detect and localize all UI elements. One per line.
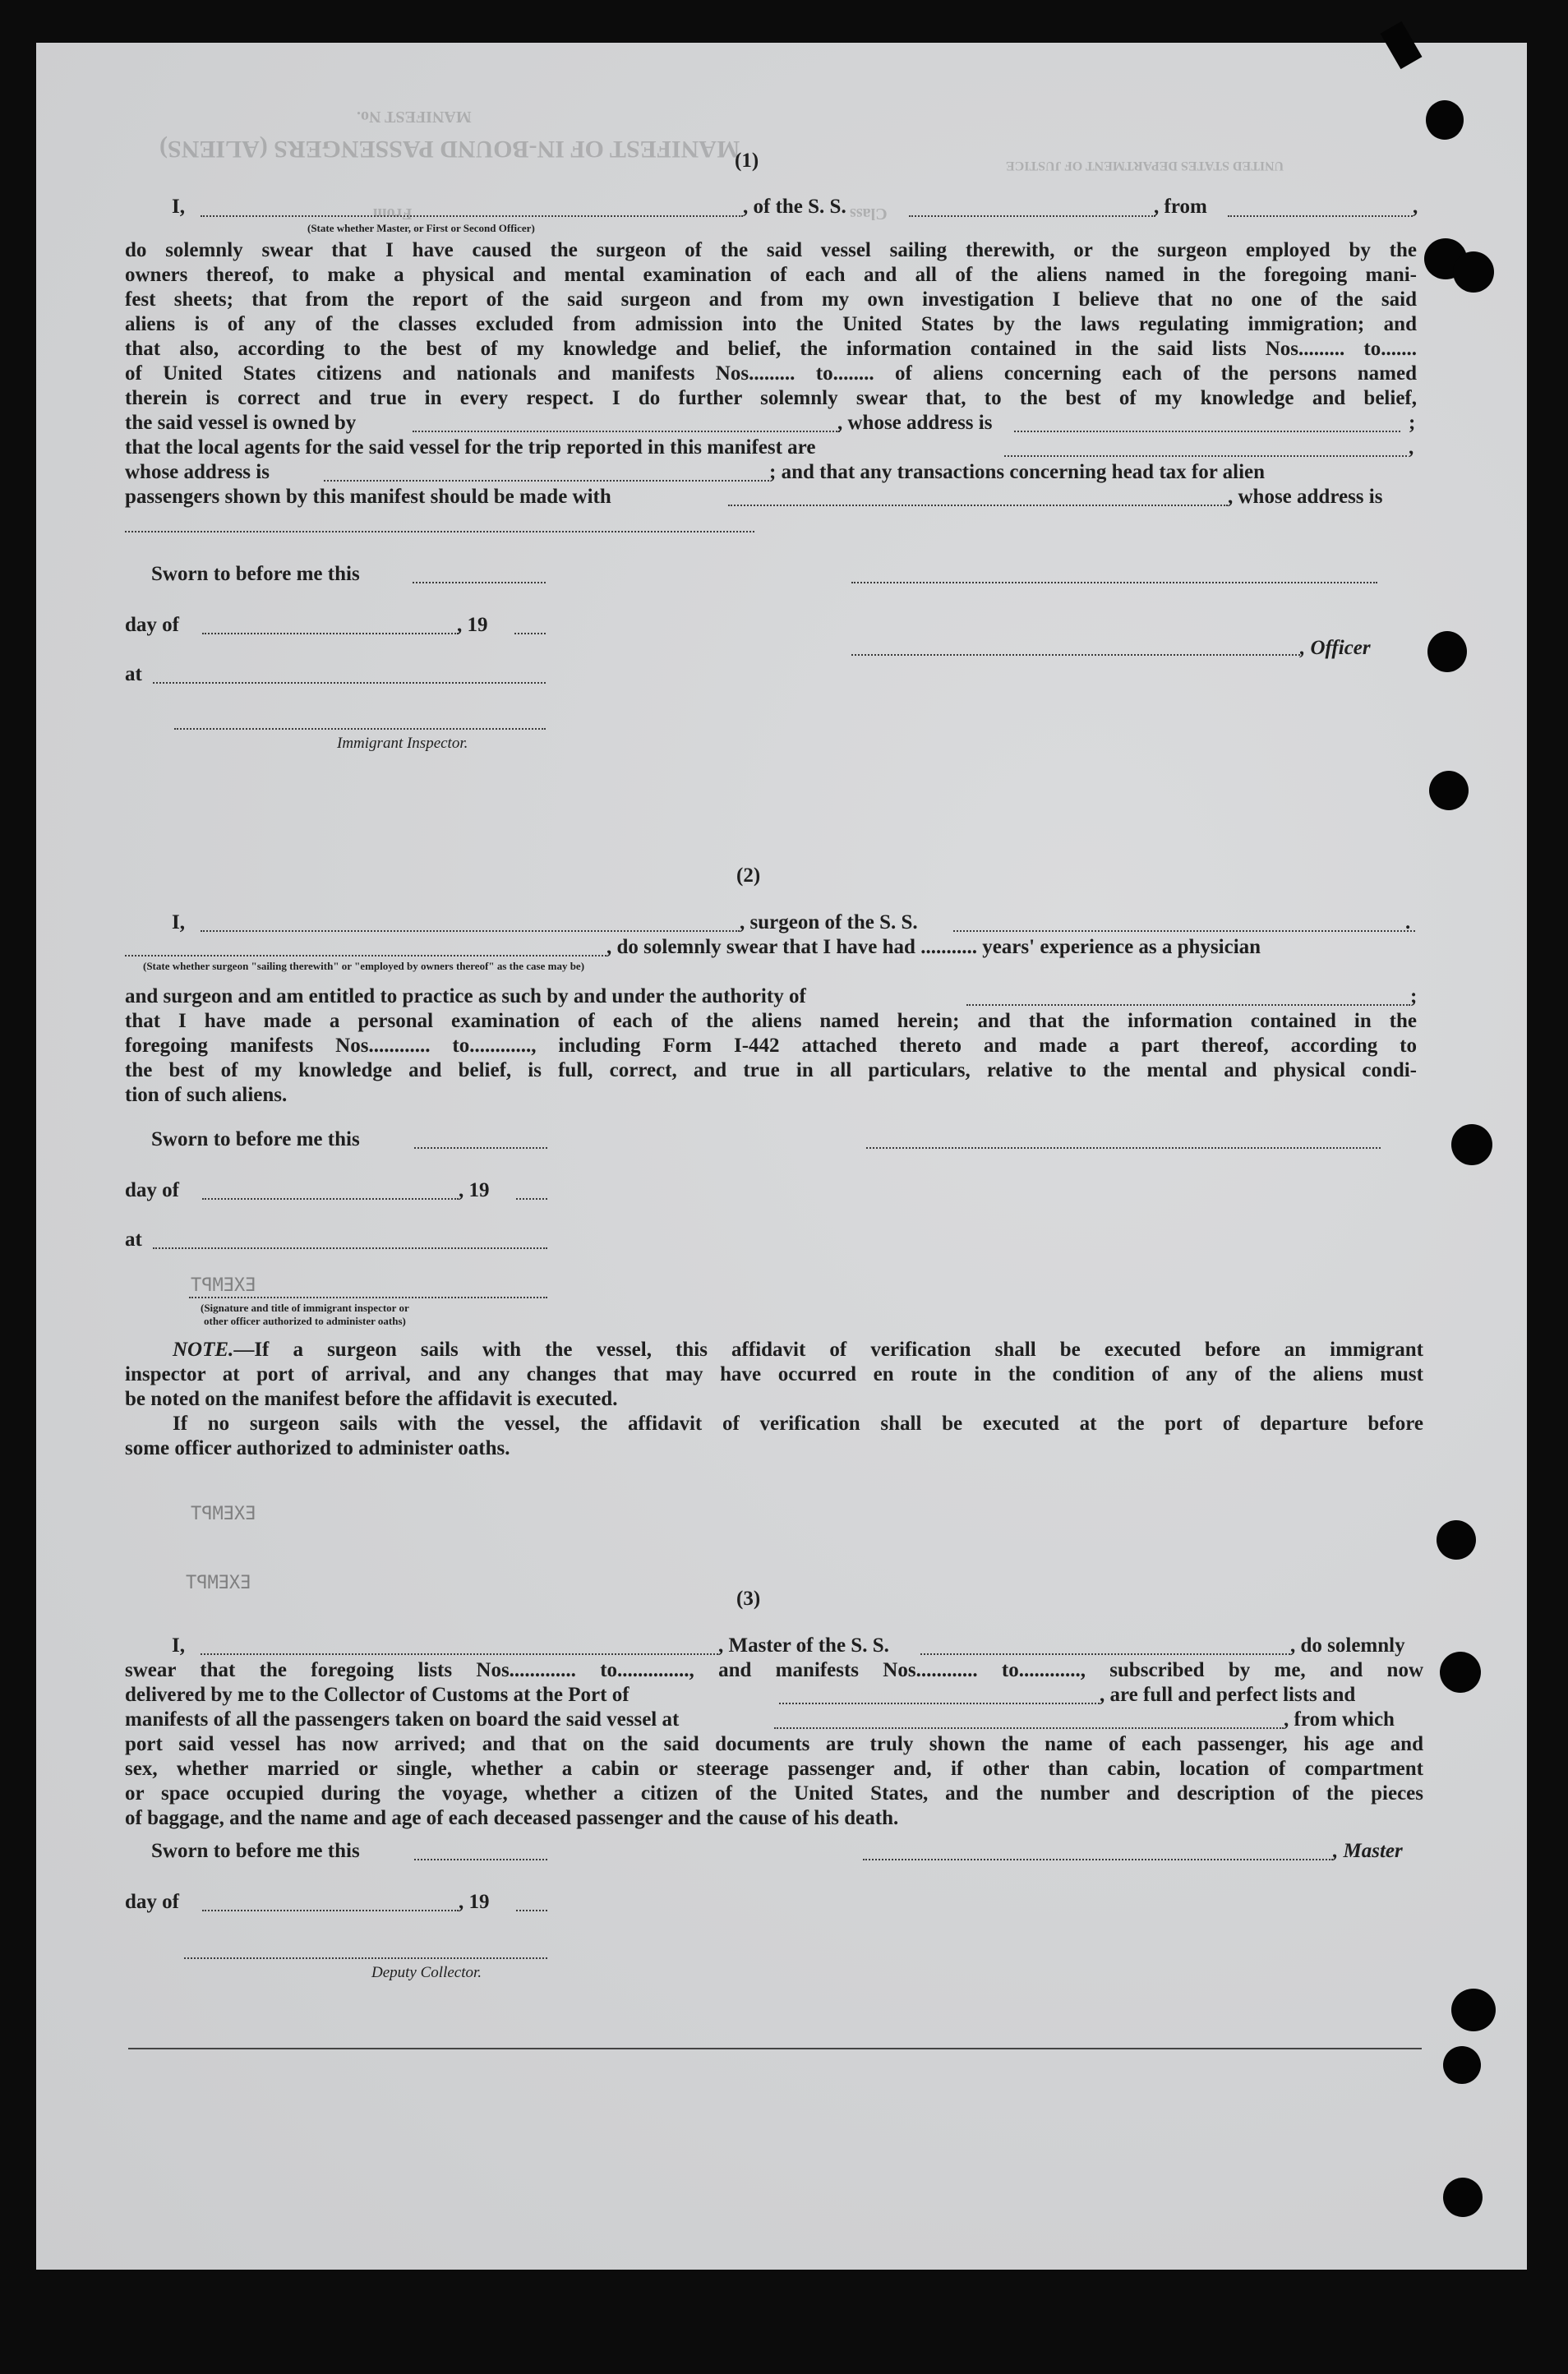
bleed-through-text: Class bbox=[850, 205, 888, 223]
bottom-rule bbox=[128, 2048, 1422, 2049]
s2-sworn: Sworn to before me this bbox=[151, 1128, 360, 1150]
s2-body-line: that I have made a personal examination of each of the aliens named herein; and that the information contained in the bbox=[125, 1010, 1417, 1032]
section-2-number: (2) bbox=[736, 864, 761, 887]
s3-master-name-field bbox=[201, 1653, 718, 1655]
s1-day-of: day of bbox=[125, 614, 179, 636]
s3-master-signature-line bbox=[863, 1859, 1333, 1860]
s2-authority: and surgeon and am entitled to practice as such by and under the authority of bbox=[125, 985, 806, 1007]
s1-officer-title-line bbox=[851, 654, 1300, 656]
s3-deputy-signature-line bbox=[184, 1957, 547, 1959]
s1-vessel-field bbox=[909, 215, 1155, 217]
s3-boarded-at: manifests of all the passengers taken on board the said vessel at bbox=[125, 1708, 680, 1731]
s1-body-line: owners thereof, to make a physical and mental examination of each and all of the aliens named in the foregoing mani- bbox=[125, 264, 1417, 286]
s3-deputy-label: Deputy Collector. bbox=[371, 1964, 482, 1981]
bleed-through-heading: MANIFEST OF IN-BOUND PASSENGERS (ALIENS) bbox=[159, 136, 740, 163]
s2-line-i: I, bbox=[172, 911, 185, 933]
s1-line-i: I, bbox=[172, 196, 185, 218]
bleed-through-text: UNITED STATES DEPARTMENT OF JUSTICE bbox=[1006, 159, 1284, 173]
s2-capacity-caption: (State whether surgeon "sailing therewith" or "employed by owners thereof" as the case may be) bbox=[143, 960, 585, 972]
s1-inspector-signature-line bbox=[174, 728, 546, 730]
s1-of-the-ss: , of the S. S. bbox=[743, 196, 846, 218]
s3-from-which: , from which bbox=[1284, 1708, 1395, 1731]
section-3-number: (3) bbox=[736, 1588, 761, 1610]
punch-hole bbox=[1426, 100, 1464, 140]
punch-hole bbox=[1429, 771, 1469, 810]
s3-exempt-stamp: EXEMPT bbox=[186, 1573, 251, 1593]
s1-agents-field bbox=[1004, 455, 1407, 457]
s3-year-field bbox=[516, 1910, 547, 1911]
s3-body-line: port said vessel has now arrived; and that on the said documents are truly shown the name of each passenger, his age and bbox=[125, 1733, 1423, 1755]
s1-owned-by-end: ; bbox=[1409, 412, 1416, 434]
s2-year-field bbox=[516, 1198, 547, 1200]
punch-hole bbox=[1440, 1652, 1481, 1693]
s3-boarded-at-field bbox=[774, 1727, 1284, 1729]
punch-hole bbox=[1443, 2046, 1481, 2084]
punch-hole bbox=[1427, 631, 1467, 672]
s1-head-tax-field bbox=[728, 505, 1228, 506]
s1-head-tax-address-field bbox=[125, 531, 754, 532]
s2-body-line: foregoing manifests Nos............ to............, including Form I-442 attached thereto and made a part thereof, according to bbox=[125, 1035, 1417, 1057]
s2-at: at bbox=[125, 1228, 142, 1251]
punch-hole bbox=[1451, 1989, 1496, 2031]
s1-owned-by: the said vessel is owned by bbox=[125, 412, 357, 434]
s2-authority-field bbox=[966, 1004, 1410, 1006]
s2-capacity-field bbox=[125, 955, 606, 957]
s1-at: at bbox=[125, 663, 142, 685]
s2-body-last: tion of such aliens. bbox=[125, 1084, 288, 1106]
s1-body-line: of United States citizens and nationals and manifests Nos......... to........ of aliens concerning each of the persons named bbox=[125, 362, 1417, 385]
s1-body-line: aliens is of any of the classes excluded from admission into the United States by the laws regulating immigration; and bbox=[125, 313, 1417, 335]
s1-head-tax-end: , whose address is bbox=[1228, 486, 1383, 508]
s3-lists-line: swear that the foregoing lists Nos............. to.............., and manifests Nos............ to............, subscribed by me, and now bbox=[125, 1659, 1423, 1681]
s2-vessel-field bbox=[953, 930, 1415, 932]
s3-master-label: , Master bbox=[1333, 1840, 1403, 1862]
s1-officer-signature-line bbox=[851, 582, 1377, 583]
s2-note-line: inspector at port of arrival, and any changes that may have occurred en route in the condition of any of the aliens must bbox=[125, 1363, 1423, 1385]
s2-note2-line: If no surgeon sails with the vessel, the affidavit of verification shall be executed at the port of departure before bbox=[173, 1413, 1423, 1435]
s2-note2-last: some officer authorized to administer oaths. bbox=[125, 1437, 510, 1459]
s1-local-agents: that the local agents for the said vessel for the trip reported in this manifest are bbox=[125, 436, 816, 459]
s2-sworn-date-field bbox=[414, 1147, 547, 1149]
s2-signature-caption: other officer authorized to administer oaths) bbox=[204, 1315, 406, 1327]
bleed-through-text: From bbox=[373, 205, 413, 223]
punch-hole bbox=[1443, 2178, 1483, 2217]
s2-day-field bbox=[202, 1198, 459, 1200]
s2-body-line: the best of my knowledge and belief, is full, correct, and true in all particulars, relative to the mental and physical condi- bbox=[125, 1059, 1417, 1081]
s3-year: , 19 bbox=[459, 1891, 490, 1913]
s2-signature-caption: (Signature and title of immigrant inspector or bbox=[201, 1302, 409, 1314]
s2-note-line: NOTE.—If a surgeon sails with the vessel, this affidavit of verification shall be executed before an immigrant bbox=[173, 1339, 1423, 1361]
s1-from: , from bbox=[1154, 196, 1207, 218]
s1-inspector-label: Immigrant Inspector. bbox=[337, 735, 468, 752]
s2-solemnly-swear: , do solemnly swear that I have had ........... years' experience as a physician bbox=[606, 936, 1261, 958]
s3-port-field bbox=[779, 1703, 1100, 1704]
s1-officer-caption: (State whether Master, or First or Second Officer) bbox=[307, 222, 535, 234]
s2-at-field bbox=[153, 1247, 547, 1249]
s1-owner-field bbox=[413, 431, 840, 432]
s1-agents-address-label: whose address is bbox=[125, 461, 270, 483]
punch-hole bbox=[1451, 1124, 1492, 1165]
s1-sworn-date-field bbox=[413, 582, 546, 583]
s3-sworn: Sworn to before me this bbox=[151, 1840, 360, 1862]
s2-surgeon-name-field bbox=[201, 930, 740, 932]
s3-sworn-date-field bbox=[414, 1859, 547, 1860]
punch-hole bbox=[1437, 1520, 1476, 1560]
s1-agents-address-field bbox=[324, 480, 769, 482]
s1-body-line: fest sheets; that from the report of the said surgeon and from my own investigation I believe that no one of the said bbox=[125, 288, 1417, 311]
s2-authority-end: ; bbox=[1410, 985, 1418, 1007]
s1-agents-end: , bbox=[1409, 436, 1414, 459]
s1-officer-label: , Officer bbox=[1300, 637, 1371, 659]
s1-head-tax: passengers shown by this manifest should be made with bbox=[125, 486, 611, 508]
punch-hole bbox=[1453, 251, 1494, 293]
s1-year-field bbox=[514, 633, 546, 634]
bleed-through-text: MANIFEST No. bbox=[357, 108, 472, 126]
s1-at-field bbox=[153, 682, 546, 684]
s1-body-line: therein is correct and true in every respect. I do further solemnly swear that, to the best of my knowledge and belief, bbox=[125, 387, 1417, 409]
s2-surgeon-of-ss: , surgeon of the S. S. bbox=[740, 911, 918, 933]
s2-exempt-stamp: EXEMPT bbox=[191, 1275, 256, 1296]
s1-officer-field bbox=[201, 215, 743, 217]
section-1-number: (1) bbox=[735, 150, 759, 172]
s3-body-line: sex, whether married or single, whether a cabin or steerage passenger and, if other than cabin, location of compartment bbox=[125, 1758, 1423, 1780]
s2-line1-end: . bbox=[1405, 911, 1411, 933]
s3-line-i: I, bbox=[172, 1634, 185, 1657]
s1-year: , 19 bbox=[457, 614, 488, 636]
s2-day-of: day of bbox=[125, 1179, 179, 1201]
s3-body-line: or space occupied during the voyage, whether a citizen of the United States, and the number and description of the pieces bbox=[125, 1782, 1423, 1805]
s3-day-of: day of bbox=[125, 1891, 179, 1913]
form-page bbox=[36, 43, 1527, 2270]
s1-body-line: that also, according to the best of my knowledge and belief, the information contained in the said lists Nos......... to....... bbox=[125, 338, 1417, 360]
s3-port-label: delivered by me to the Collector of Customs at the Port of bbox=[125, 1684, 630, 1706]
s1-from-field bbox=[1228, 215, 1413, 217]
s1-head-tax-lead: ; and that any transactions concerning head tax for alien bbox=[769, 461, 1266, 483]
s3-port-end: , are full and perfect lists and bbox=[1100, 1684, 1356, 1706]
s3-body-last: of baggage, and the name and age of each deceased passenger and the cause of his death. bbox=[125, 1807, 899, 1829]
s2-note-last: be noted on the manifest before the affidavit is executed. bbox=[125, 1388, 618, 1410]
s1-day-field bbox=[202, 633, 459, 634]
s2-surgeon-signature-line bbox=[866, 1147, 1381, 1149]
s1-line1-tail: , bbox=[1413, 196, 1418, 218]
s3-solemnly: , do solemnly bbox=[1290, 1634, 1405, 1657]
s2-inspector-signature-line bbox=[189, 1297, 547, 1298]
s3-master-of-ss: , Master of the S. S. bbox=[718, 1634, 889, 1657]
s3-day-field bbox=[202, 1910, 459, 1911]
s3-vessel-field bbox=[920, 1653, 1290, 1655]
s1-sworn: Sworn to before me this bbox=[151, 563, 360, 585]
s3-exempt-stamp: EXEMPT bbox=[191, 1504, 256, 1524]
s1-owner-address-label: , whose address is bbox=[837, 412, 993, 434]
s1-body-line: do solemnly swear that I have caused the surgeon of the said vessel sailing therewith, or the surgeon employed by the bbox=[125, 239, 1417, 261]
s2-year: , 19 bbox=[459, 1179, 490, 1201]
s1-owner-address-field bbox=[1014, 431, 1400, 432]
